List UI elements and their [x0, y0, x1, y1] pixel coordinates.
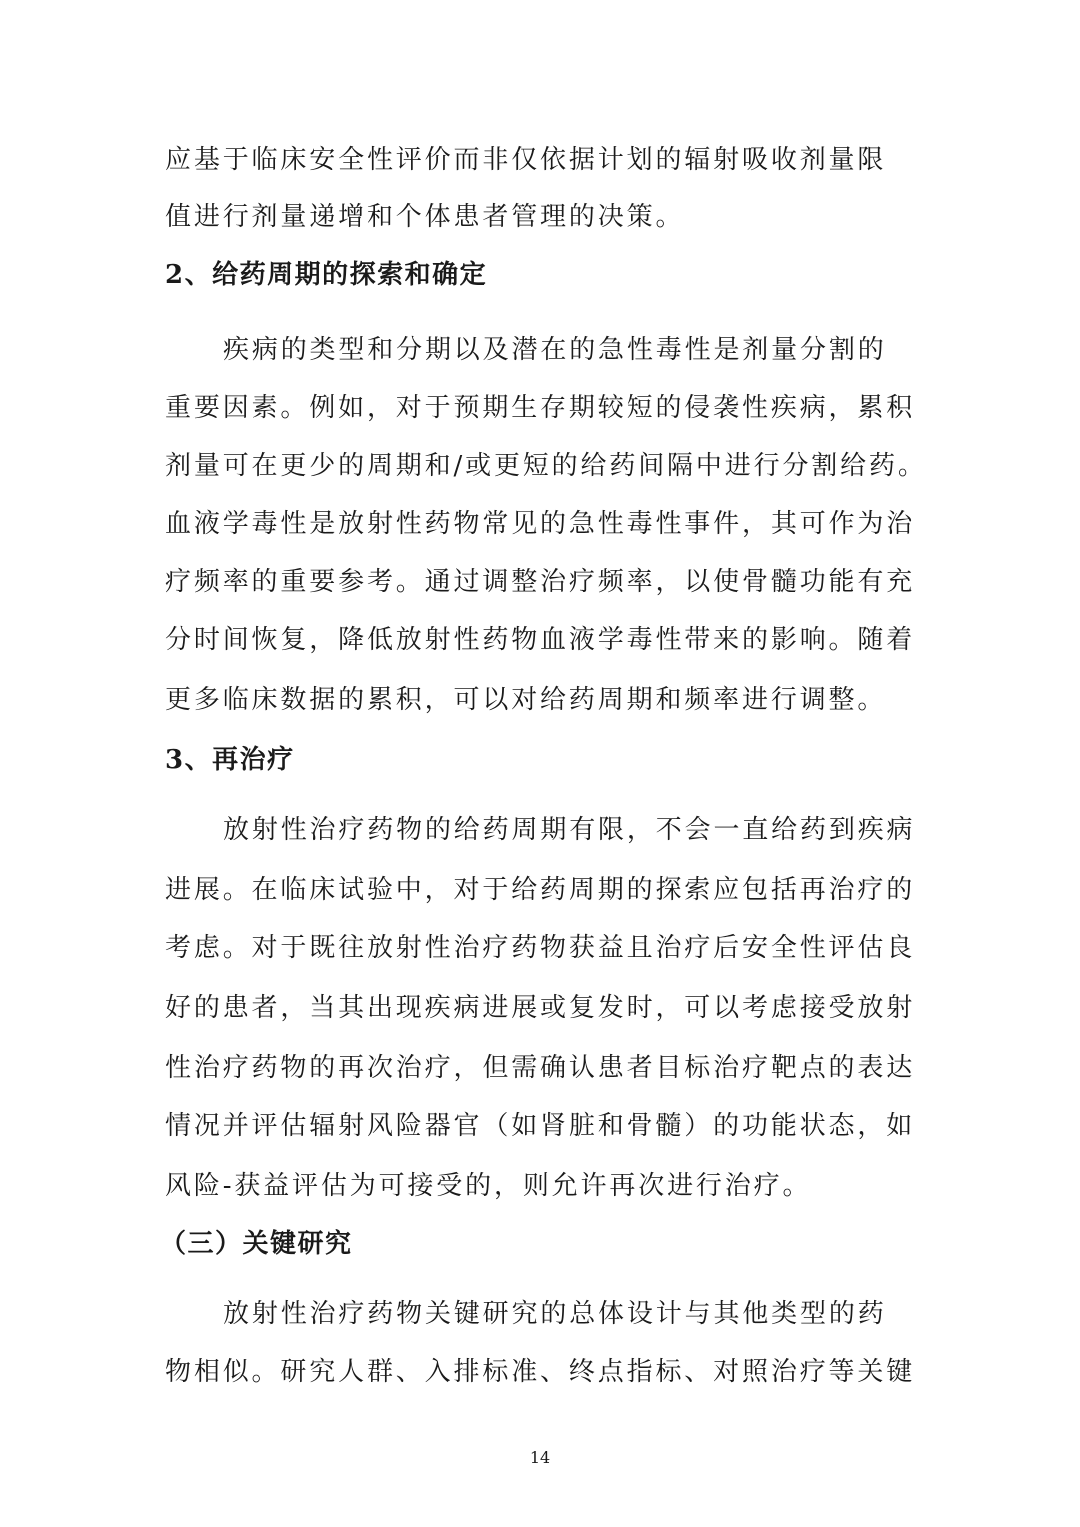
paragraph-line: 物相似。研究人群、入排标准、终点指标、对照治疗等关键	[165, 1357, 916, 1387]
paragraph-line: 血液学毒性是放射性药物常见的急性毒性事件，其可作为治	[165, 509, 916, 539]
section-heading-retreatment: 3、再治疗	[165, 745, 295, 775]
paragraph-line: 情况并评估辐射风险器官（如肾脏和骨髓）的功能状态，如	[165, 1111, 916, 1141]
paragraph-line: 重要因素。例如，对于预期生存期较短的侵袭性疾病，累积	[165, 393, 916, 423]
paragraph-line: 疗频率的重要参考。通过调整治疗频率，以使骨髓功能有充	[165, 567, 916, 597]
paragraph-line: 性治疗药物的再次治疗，但需确认患者目标治疗靶点的表达	[165, 1053, 916, 1083]
paragraph-line: 疾病的类型和分期以及潜在的急性毒性是剂量分割的	[223, 335, 887, 365]
paragraph-line: 放射性治疗药物的给药周期有限，不会一直给药到疾病	[223, 815, 916, 845]
paragraph-line: 进展。在临床试验中，对于给药周期的探索应包括再治疗的	[165, 875, 916, 905]
section-heading-dosing-cycle: 2、给药周期的探索和确定	[165, 260, 488, 290]
paragraph-line: 值进行剂量递增和个体患者管理的决策。	[165, 202, 685, 232]
paragraph-line: 剂量可在更少的周期和/或更短的给药间隔中进行分割给药。	[165, 451, 927, 481]
page-number: 14	[529, 1448, 551, 1467]
paragraph-line: 更多临床数据的累积，可以对给药周期和频率进行调整。	[165, 685, 887, 715]
paragraph-line: 应基于临床安全性评价而非仅依据计划的辐射吸收剂量限	[165, 145, 887, 175]
paragraph-line: 放射性治疗药物关键研究的总体设计与其他类型的药	[223, 1299, 887, 1329]
section-heading-key-studies: （三）关键研究	[160, 1229, 353, 1259]
paragraph-line: 分时间恢复，降低放射性药物血液学毒性带来的影响。随着	[165, 625, 916, 655]
paragraph-line: 考虑。对于既往放射性治疗药物获益且治疗后安全性评估良	[165, 933, 916, 963]
paragraph-line: 风险-获益评估为可接受的，则允许再次进行治疗。	[165, 1171, 812, 1201]
paragraph-line: 好的患者，当其出现疾病进展或复发时，可以考虑接受放射	[165, 993, 916, 1023]
